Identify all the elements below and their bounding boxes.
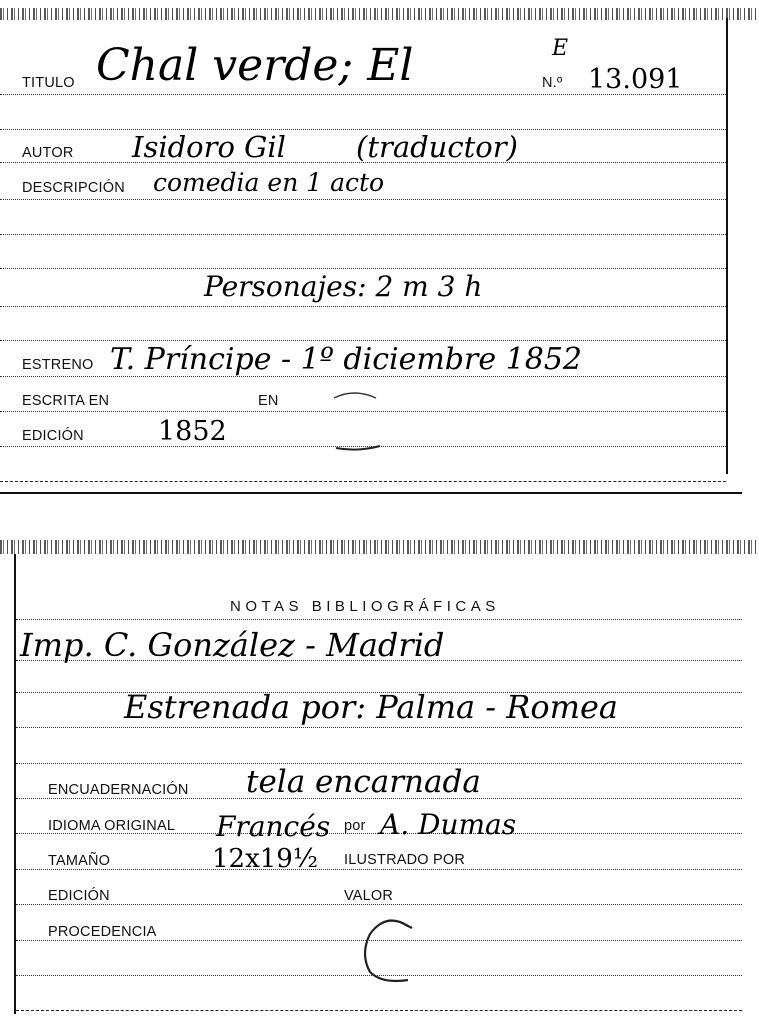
catalog-card-back (0, 540, 742, 1020)
rule-line (16, 904, 742, 905)
valor-label: VALOR (344, 888, 394, 904)
card-top-edge (0, 540, 759, 554)
rule-line (16, 1010, 742, 1011)
rule-line (0, 481, 726, 482)
handwritten-autor: Isidoro Gil (132, 130, 286, 164)
handwritten-titulo: Chal verde; El (96, 40, 414, 91)
pencil-mark-icon (328, 386, 388, 458)
por-label: por (344, 818, 366, 834)
descripcion-label: DESCRIPCIÓN (22, 180, 125, 196)
rule-line (0, 234, 726, 235)
handwritten-personajes: Personajes: 2 m 3 h (204, 270, 483, 303)
handwritten-estreno: T. Príncipe - 1º diciembre 1852 (110, 342, 582, 377)
card-separator (0, 492, 742, 494)
rule-line (16, 727, 742, 728)
en-label: EN (258, 393, 279, 409)
rule-line (0, 199, 726, 200)
rule-line (0, 340, 726, 341)
handwritten-tamano: 12x19½ (212, 844, 319, 874)
card-top-edge (0, 8, 759, 20)
catalog-card-front (0, 0, 742, 492)
rule-line (0, 306, 726, 307)
edicion-label: EDICIÓN (22, 428, 84, 444)
card-right-border (726, 18, 728, 474)
autor-label: AUTOR (22, 145, 74, 161)
rule-line (0, 268, 726, 269)
notas-bibliograficas-title: NOTAS BIBLIOGRÁFICAS (230, 598, 500, 615)
estreno-label: ESTRENO (22, 357, 94, 373)
rule-line (16, 869, 742, 870)
handwritten-autor-note: (traductor) (356, 130, 518, 164)
handwritten-numero: 13.091 (588, 64, 683, 95)
procedencia-label: PROCEDENCIA (48, 924, 157, 940)
rule-line (16, 619, 742, 620)
handwritten-encuadernacion: tela encarnada (246, 764, 481, 800)
idioma-original-label: IDIOMA ORIGINAL (48, 818, 176, 834)
escrita-en-label: ESCRITA EN (22, 393, 110, 409)
handwritten-estrenada: Estrenada por: Palma - Romea (124, 688, 618, 726)
encuadernacion-label: ENCUADERNACIÓN (48, 782, 189, 798)
handwritten-idioma: Francés (216, 810, 331, 843)
titulo-label: TITULO (22, 75, 75, 91)
handwritten-descripcion: comedia en 1 acto (153, 168, 385, 197)
numero-label: N.º (542, 75, 563, 91)
handwritten-por-autor: A. Dumas (380, 808, 517, 841)
handwritten-edicion: 1852 (158, 416, 227, 447)
edicion-label: EDICIÓN (48, 888, 110, 904)
tamano-label: TAMAÑO (48, 853, 111, 869)
stamp-mark-icon (356, 912, 420, 986)
handwritten-letter: E (552, 36, 569, 61)
handwritten-imprenta: Imp. C. González - Madrid (20, 626, 445, 664)
card-left-border (14, 554, 16, 1014)
ilustrado-por-label: ILUSTRADO POR (344, 852, 466, 868)
